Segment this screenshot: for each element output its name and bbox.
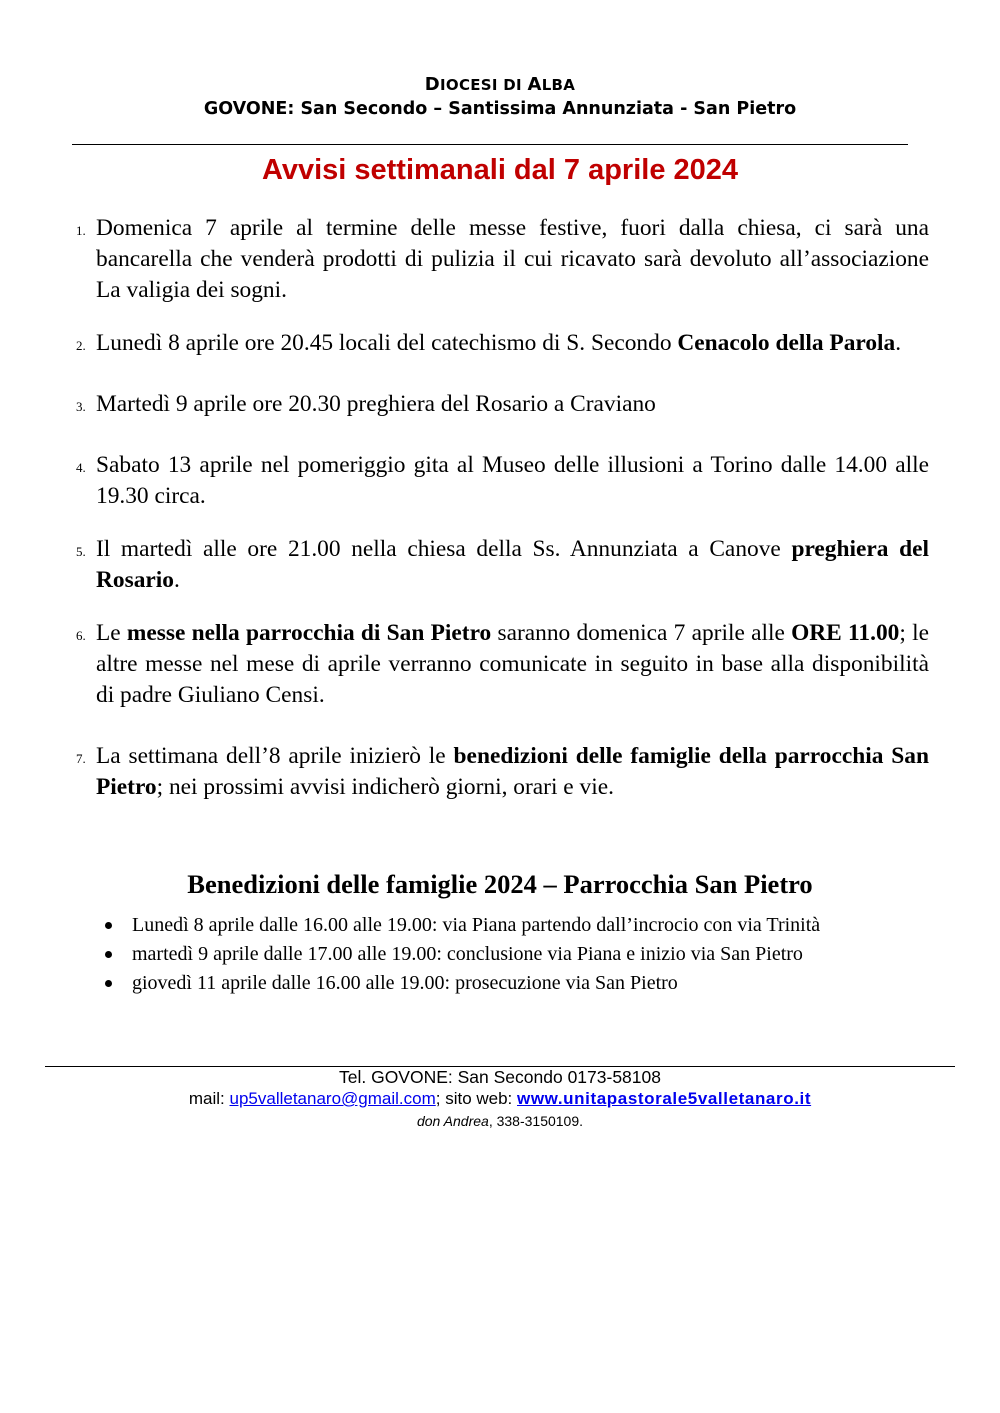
notice-text: Domenica 7 aprile al termine delle messe festive, fuori dalla chiesa, ci sarà una bancarella che venderà prodotti di pulizia il cui ricavato sarà devoluto all’associazione La valigia dei sogni. <box>96 215 929 303</box>
notice-text: saranno domenica 7 aprile alle <box>491 620 792 646</box>
footer <box>0 1066 1000 1132</box>
notice-item <box>76 618 929 711</box>
footer-priest <box>0 1110 1000 1132</box>
footer-phone: Tel. GOVONE: San Secondo 0173-58108 <box>338 1067 661 1087</box>
notice-number: 6. <box>76 628 86 643</box>
notice-item <box>76 389 929 420</box>
notice-text: Il martedì alle ore 21.00 nella chiesa della Ss. Annunziata a Canove <box>96 536 792 562</box>
notice-text: Martedì 9 aprile ore 20.30 preghiera del Rosario a Craviano <box>96 391 656 417</box>
notice-text: Lunedì 8 aprile ore 20.45 locali del catechismo di S. Secondo <box>96 330 678 356</box>
bullet-icon <box>105 980 112 987</box>
notice-number: 4. <box>76 460 86 475</box>
priest-name: don Andrea <box>416 1113 489 1129</box>
diocese-name-part: D <box>424 74 441 95</box>
diocese-name-part: IOCESI DI <box>440 76 528 94</box>
notice-item <box>76 534 929 596</box>
notice-number: 3. <box>76 399 86 414</box>
diocese-name <box>0 74 1000 96</box>
notice-number: 1. <box>76 223 86 238</box>
site-label: ; sito web: <box>435 1089 518 1108</box>
notice-text-bold: ORE 11.00 <box>791 620 900 646</box>
notice-number: 7. <box>76 751 86 766</box>
diocese-name-part: LBA <box>541 76 576 94</box>
blessing-item <box>104 970 929 996</box>
notice-text-bold: Cenacolo della Parola <box>677 330 896 356</box>
notice-text: ; le altre messe nel mese di aprile verranno comunicate in seguito in base alla disponibilità di padre Giuliano Censi. <box>96 620 929 708</box>
notice-item <box>76 328 929 359</box>
diocese-name-part: A <box>527 74 542 95</box>
footer-contacts <box>0 1088 1000 1110</box>
priest-phone: , 338-3150109. <box>488 1113 584 1129</box>
blessing-text: Lunedì 8 aprile dalle 16.00 alle 19.00: via Piana partendo dall’incrocio con via Trinità <box>132 914 821 936</box>
blessing-item <box>104 912 929 938</box>
blessings-title: Benedizioni delle famiglie 2024 – Parrocchia San Pietro <box>187 869 813 899</box>
notices-list <box>76 213 929 833</box>
blessings-list <box>104 912 929 999</box>
bullet-icon <box>105 922 112 929</box>
notice-number: 5. <box>76 544 86 559</box>
notice-text: Sabato 13 aprile nel pomeriggio gita al Museo delle illusioni a Torino dalle 14.00 alle 19.30 circa. <box>96 452 929 509</box>
notice-text-bold: benedizioni delle famiglie della parrocchia San Pietro <box>96 743 929 800</box>
notice-item <box>76 450 929 512</box>
notice-item <box>76 213 929 306</box>
document-header <box>0 74 1000 122</box>
page-title: Avvisi settimanali dal 7 aprile 2024 <box>261 154 739 186</box>
website-link[interactable]: www.unitapastorale5valletanaro.it <box>517 1089 812 1108</box>
blessing-text: martedì 9 aprile dalle 17.00 alle 19.00: conclusione via Piana e inizio via San Pietro <box>132 943 803 965</box>
notice-text: . <box>895 330 902 356</box>
mail-label: mail: <box>188 1089 230 1108</box>
notice-number: 2. <box>76 338 86 353</box>
notice-text-bold: messe nella parrocchia di San Pietro <box>126 620 492 646</box>
notice-item <box>76 741 929 803</box>
parishes-line: GOVONE: San Secondo – Santissima Annunziata - San Pietro <box>203 99 797 119</box>
blessing-text: giovedì 11 aprile dalle 16.00 alle 19.00: prosecuzione via San Pietro <box>132 972 678 994</box>
email-link[interactable]: up5valletanaro@gmail.com <box>229 1089 436 1108</box>
blessing-item <box>104 941 929 967</box>
notice-text: ; nei prossimi avvisi indicherò giorni, orari e vie. <box>156 774 614 800</box>
notice-text: La settimana dell’8 aprile inizierò le <box>96 743 454 769</box>
header-divider <box>72 144 908 145</box>
bullet-icon <box>105 951 112 958</box>
notice-text: Le <box>96 620 127 646</box>
notice-text: . <box>173 567 180 593</box>
notice-text-bold: preghiera del Rosario <box>96 536 929 593</box>
